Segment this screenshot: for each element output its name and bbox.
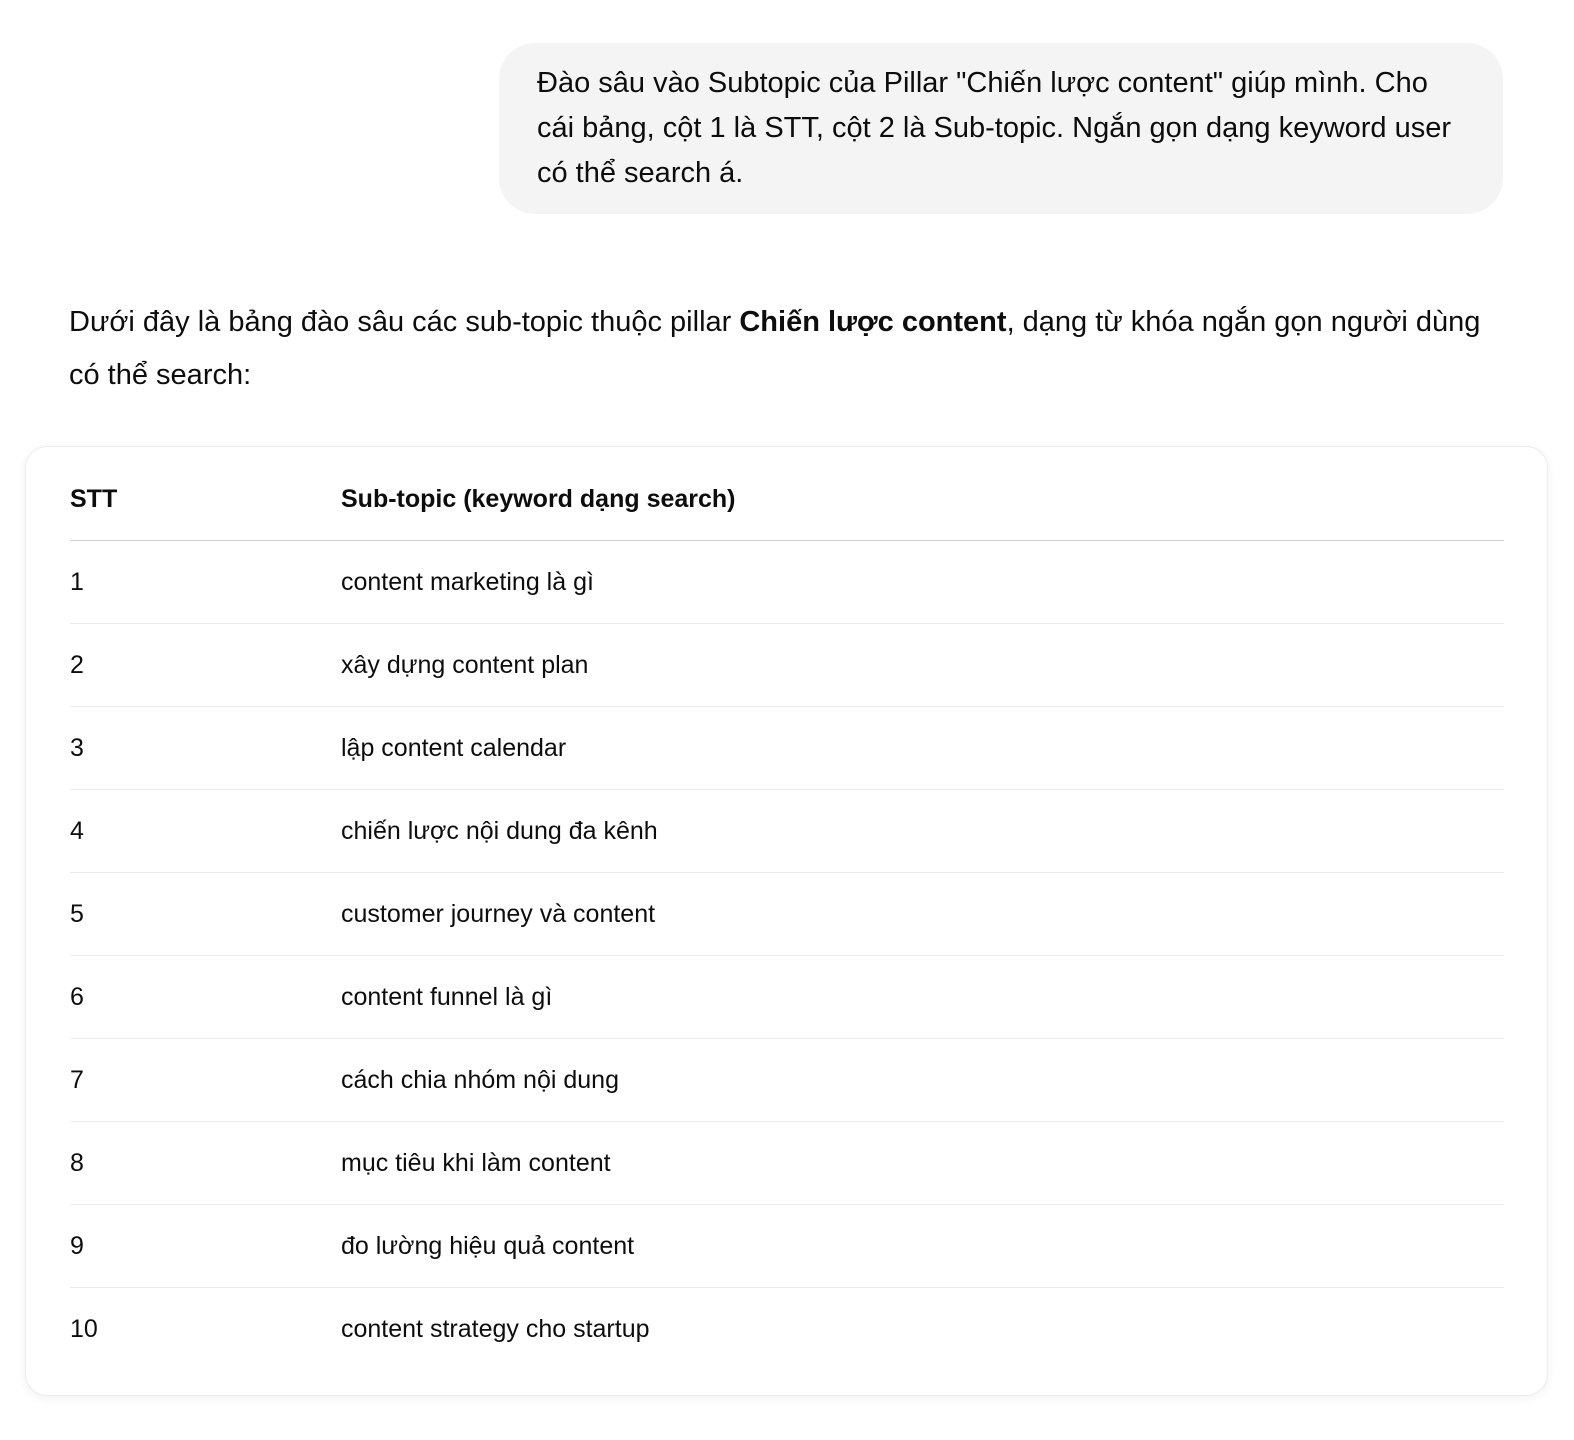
intro-text-after: , dạng từ khóa ngắn gọn người dùng có thể search:: [69, 306, 1481, 391]
intro-text-before: Dưới đây là bảng đào sâu các sub-topic thuộc pillar: [69, 306, 740, 338]
table-row: [70, 1288, 1504, 1371]
row-stt: 7: [70, 1039, 341, 1122]
table-row: [70, 1039, 1504, 1122]
table-row: [70, 624, 1504, 707]
row-stt: 8: [70, 1122, 341, 1205]
row-subtopic: đo lường hiệu quả content: [341, 1205, 1504, 1288]
intro-pillar-name: Chiến lược content: [739, 306, 1007, 338]
row-stt: 10: [70, 1314, 98, 1343]
subtopic-table: [70, 459, 1504, 1370]
table-row: [70, 1205, 1504, 1288]
assistant-message-intro: [69, 296, 1509, 402]
row-subtopic: lập content calendar: [341, 707, 1504, 790]
table-row: [70, 541, 1504, 624]
row-subtopic: content marketing là gì: [341, 541, 1504, 624]
row-subtopic: mục tiêu khi làm content: [341, 1122, 1504, 1205]
table-row: [70, 790, 1504, 873]
row-stt: 2: [70, 624, 341, 707]
row-subtopic: content funnel là gì: [341, 956, 1504, 1039]
row-subtopic: xây dựng content plan: [341, 624, 1504, 707]
row-subtopic: content strategy cho startup: [341, 1314, 650, 1343]
header-stt: STT: [70, 459, 341, 541]
row-stt: 5: [70, 873, 341, 956]
row-subtopic: customer journey và content: [341, 873, 1504, 956]
header-subtopic: Sub-topic (keyword dạng search): [341, 459, 1504, 541]
row-subtopic: cách chia nhóm nội dung: [341, 1039, 1504, 1122]
row-stt: 1: [70, 541, 341, 624]
row-stt: 6: [70, 956, 341, 1039]
table-row: [70, 956, 1504, 1039]
table-header-row: [70, 459, 1504, 541]
user-message-bubble: [499, 43, 1503, 214]
row-subtopic: chiến lược nội dung đa kênh: [341, 790, 1504, 873]
user-message-text: Đào sâu vào Subtopic của Pillar "Chiến lược content" giúp mình. Cho cái bảng, cột 1 là STT, cột 2 là Sub-topic. Ngắn gọn dạng keyword user có thể search á.: [537, 67, 1452, 189]
table-row: [70, 707, 1504, 790]
row-stt: 4: [70, 790, 341, 873]
subtopic-table-card: [25, 446, 1548, 1396]
table-row: [70, 873, 1504, 956]
row-stt: 3: [70, 707, 341, 790]
table-row: [70, 1122, 1504, 1205]
row-stt: 9: [70, 1205, 341, 1288]
